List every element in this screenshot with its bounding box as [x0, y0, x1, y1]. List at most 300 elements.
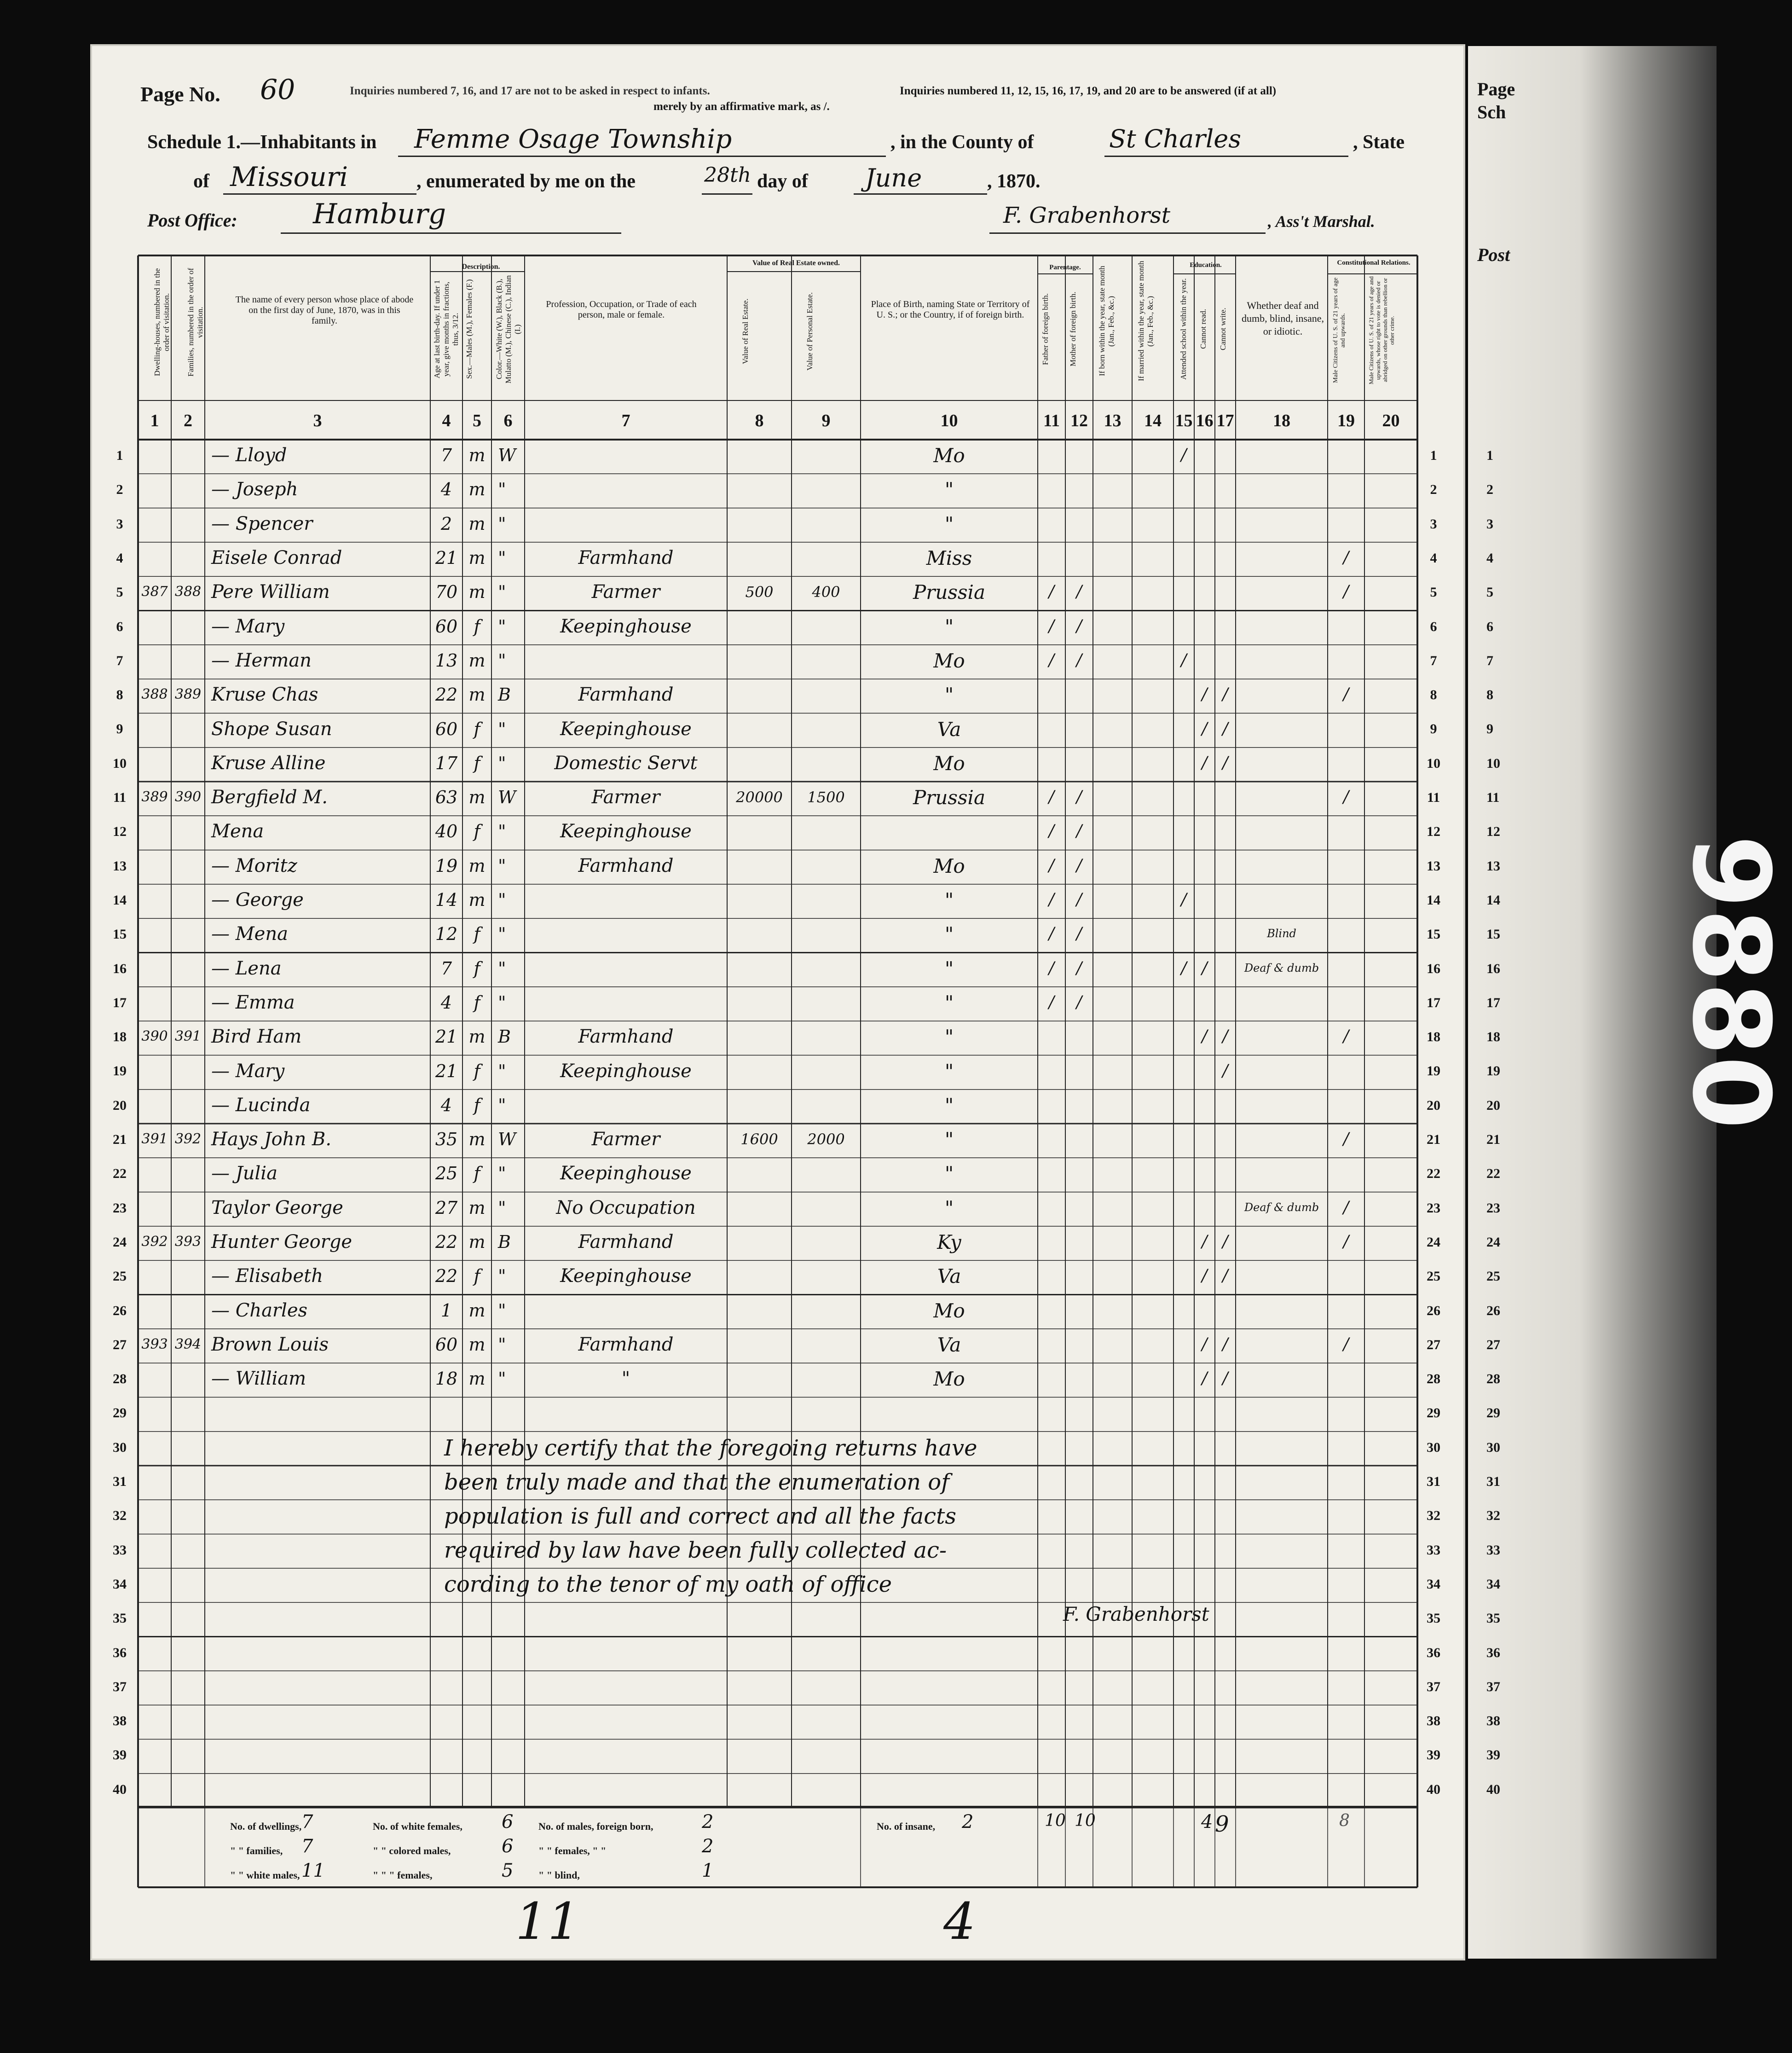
next-page-row-number: 18 — [1486, 1029, 1500, 1045]
cell-fam: 392 — [174, 1131, 202, 1148]
column-number: 6 — [503, 411, 513, 430]
cell-name: Mena — [211, 821, 264, 842]
next-page-row-number: 37 — [1486, 1679, 1500, 1694]
cell-color: B — [498, 1232, 511, 1253]
cell-birth: " — [944, 1196, 954, 1219]
blind-value: 1 — [702, 1860, 714, 1881]
cell-occ: Keepinghouse — [560, 718, 692, 740]
col2-header: Families, numbered in the order of visitation. — [186, 267, 204, 377]
cell-cond: Deaf & dumb — [1244, 1200, 1319, 1214]
cell-color: " — [498, 1163, 506, 1184]
cell-name: Kruse Alline — [211, 752, 326, 774]
cell-age: 4 — [440, 1095, 452, 1115]
column-number: 5 — [473, 411, 481, 430]
white-males-value: 11 — [301, 1860, 325, 1881]
col5-header: Sex.—Males (M.), Females (F.) — [465, 279, 474, 379]
column-number: 7 — [621, 411, 630, 430]
col9-header: Value of Personal Estate. — [805, 292, 814, 371]
cell-color: " — [498, 1369, 506, 1389]
cell-m: / — [1076, 650, 1082, 670]
cell-birth: Mo — [933, 444, 965, 467]
cell-sex: m — [468, 1129, 486, 1150]
cell-birth: " — [944, 991, 954, 1014]
cell-color: W — [498, 1129, 516, 1150]
cell-pers: 400 — [812, 583, 840, 601]
cell-birth: Miss — [926, 547, 972, 570]
row-number-right: 1 — [1430, 448, 1437, 463]
row-number-left: 15 — [113, 927, 127, 942]
cell-f: / — [1048, 822, 1055, 841]
column-number: 15 — [1175, 411, 1193, 430]
row-number-right: 6 — [1430, 619, 1437, 634]
cell-color: B — [498, 1026, 511, 1047]
col11-header: Father of foreign birth. — [1041, 293, 1050, 365]
next-page-row-number: 22 — [1486, 1166, 1500, 1182]
cell-dw: 388 — [141, 686, 168, 703]
row-number-right: 24 — [1427, 1234, 1440, 1250]
cell-dw: 391 — [141, 1131, 168, 1148]
cell-dw: 393 — [141, 1336, 168, 1352]
cell-fam: 388 — [174, 584, 202, 600]
column-number: 8 — [755, 411, 764, 430]
cell-birth: " — [944, 1094, 954, 1117]
row-number-right: 22 — [1427, 1166, 1440, 1182]
cell-name: — Lucinda — [211, 1094, 311, 1116]
cell-color: W — [498, 445, 516, 466]
row-number-left: 9 — [116, 721, 123, 737]
cell-write: / — [1222, 685, 1228, 704]
row-number-left: 34 — [113, 1576, 127, 1592]
cell-occ: Keepinghouse — [560, 615, 692, 637]
cell-cit: / — [1343, 1027, 1349, 1046]
cell-name: Shope Susan — [211, 718, 332, 740]
row-number-right: 8 — [1430, 687, 1437, 703]
county-value: St Charles — [1109, 124, 1241, 153]
cell-name: Hays John B. — [211, 1129, 332, 1150]
column-number: 17 — [1216, 411, 1234, 430]
cell-name: Bergfield M. — [211, 787, 328, 808]
cell-dw: 392 — [141, 1234, 168, 1250]
row-number-left: 20 — [113, 1097, 127, 1113]
cell-school: / — [1181, 890, 1187, 910]
cell-sex: m — [468, 855, 486, 876]
next-page-row-number: 14 — [1486, 892, 1500, 908]
cell-age: 35 — [435, 1129, 458, 1150]
row-number-right: 33 — [1427, 1542, 1440, 1558]
row-number-right: 9 — [1430, 721, 1437, 737]
cell-occ: No Occupation — [556, 1197, 696, 1218]
row-number-right: 28 — [1427, 1371, 1440, 1387]
cell-dw: 389 — [141, 789, 168, 806]
cell-f: / — [1048, 890, 1055, 910]
row-number-right: 2 — [1430, 482, 1437, 498]
next-page-post: Post — [1477, 244, 1510, 265]
row-number-left: 17 — [113, 995, 127, 1010]
cell-age: 14 — [435, 890, 458, 911]
row-number-left: 22 — [113, 1166, 127, 1182]
cell-age: 22 — [435, 684, 458, 705]
next-page-row-number: 15 — [1486, 927, 1500, 942]
cell-occ: Farmer — [591, 1129, 660, 1150]
cell-dw: 390 — [141, 1028, 168, 1045]
row-number-left: 2 — [116, 482, 123, 498]
colored-males-label: " " colored males, — [373, 1845, 451, 1856]
cell-name: — Emma — [211, 992, 295, 1013]
cell-sex: m — [468, 684, 486, 705]
cell-occ: Farmer — [591, 581, 660, 603]
col16-header: Cannot read. — [1199, 309, 1208, 349]
row-number-left: 12 — [113, 824, 127, 840]
next-page-row-number: 17 — [1486, 995, 1500, 1010]
next-page-row-number: 7 — [1486, 653, 1493, 668]
next-page-row-number: 4 — [1486, 550, 1493, 566]
column-number: 16 — [1196, 411, 1214, 430]
cell-age: 60 — [435, 1334, 458, 1355]
cell-sex: m — [468, 479, 486, 500]
cell-read: / — [1202, 1334, 1208, 1354]
cell-name: — Joseph — [211, 479, 298, 500]
cell-real: 500 — [745, 583, 774, 601]
cell-f: / — [1048, 992, 1055, 1012]
next-page-row-number: 39 — [1486, 1747, 1500, 1763]
row-number-left: 28 — [113, 1371, 127, 1387]
cell-birth: Prussia — [913, 786, 985, 809]
county-label: , in the County of — [890, 132, 1034, 153]
row-number-left: 31 — [113, 1474, 127, 1489]
row-number-right: 7 — [1430, 653, 1437, 668]
next-page-row-number: 24 — [1486, 1234, 1500, 1250]
next-page-row-number: 3 — [1486, 516, 1493, 532]
certification-line-4: required by law have been fully collected ac- — [444, 1537, 947, 1563]
row-number-left: 3 — [116, 516, 123, 532]
cell-color: " — [498, 753, 506, 773]
cell-occ: Farmhand — [578, 855, 674, 876]
cell-m: / — [1076, 856, 1082, 875]
next-page-row-number: 10 — [1486, 755, 1500, 771]
col13-header: If born within the year, state month (Jan., Feb., &c.) — [1098, 266, 1116, 377]
cell-sex: m — [468, 582, 486, 603]
cell-school: / — [1181, 650, 1187, 670]
white-females-label: No. of white females, — [373, 1821, 462, 1832]
cell-color: " — [498, 924, 506, 945]
row-number-left: 11 — [113, 790, 127, 805]
cell-f: / — [1048, 616, 1055, 636]
schedule-label: Schedule 1.—Inhabitants in — [147, 132, 377, 153]
cell-color: " — [498, 1266, 506, 1287]
cell-f: / — [1048, 924, 1055, 944]
column-number: 20 — [1382, 411, 1400, 430]
cell-occ: " — [621, 1368, 630, 1390]
certification-line-2: been truly made and that the enumeration of — [444, 1469, 949, 1495]
cell-occ: Domestic Servt — [554, 752, 698, 774]
cell-m: / — [1076, 958, 1082, 978]
row-number-left: 1 — [116, 448, 123, 463]
cell-name: — Spencer — [211, 513, 313, 534]
cell-birth: Va — [937, 1265, 961, 1288]
col14-header: If married within the year, state month (Jan., Feb., &c.) — [1137, 261, 1155, 382]
row-number-right: 17 — [1427, 995, 1440, 1010]
cell-name: — Elisabeth — [211, 1265, 323, 1287]
cell-birth: " — [944, 615, 954, 638]
row-number-left: 39 — [113, 1747, 127, 1763]
cell-occ: Farmer — [591, 787, 660, 808]
row-number-left: 23 — [113, 1200, 127, 1216]
next-page-row-number: 28 — [1486, 1371, 1500, 1387]
cell-sex: f — [474, 992, 480, 1013]
row-number-left: 4 — [116, 550, 123, 566]
cell-sex: m — [468, 513, 486, 534]
col4-header: Age at last birth-day. If under 1 year, give months in fractions, thus, 3/12. — [433, 280, 460, 378]
row-number-left: 36 — [113, 1645, 127, 1660]
cell-cit: / — [1343, 548, 1349, 568]
cell-age: 22 — [435, 1266, 458, 1287]
cell-real: 1600 — [740, 1131, 778, 1148]
cell-fam: 394 — [174, 1336, 202, 1352]
row-number-right: 30 — [1427, 1439, 1440, 1455]
cell-read: / — [1202, 958, 1208, 978]
constitutional-header: Constitutional Relations. — [1337, 259, 1410, 267]
row-number-left: 10 — [113, 755, 127, 771]
next-page-label: Page — [1477, 79, 1515, 99]
col20-header: Male Citizens of U. S. of 21 years of age and upwards, whose right to vote is denied or abridged on other grounds than rebellion or other crime. — [1368, 276, 1395, 384]
cell-name: Bird Ham — [211, 1026, 302, 1048]
column-number: 18 — [1273, 411, 1290, 430]
month-value: June — [865, 163, 922, 192]
marshal-name: F. Grabenhorst — [1003, 203, 1170, 228]
blind-label: " " blind, — [538, 1869, 580, 1881]
col17-header: Cannot write. — [1219, 307, 1227, 351]
cell-write: / — [1222, 753, 1228, 772]
next-page-row-number: 29 — [1486, 1405, 1500, 1421]
cell-color: " — [498, 1095, 506, 1115]
next-page-row-number: 34 — [1486, 1576, 1500, 1592]
cell-birth: " — [944, 889, 954, 912]
next-page-row-number: 12 — [1486, 824, 1500, 840]
cell-read: / — [1202, 753, 1208, 772]
row-number-right: 31 — [1427, 1474, 1440, 1489]
column-number: 3 — [313, 411, 322, 430]
row-number-right: 15 — [1427, 927, 1440, 942]
cell-name: — Moritz — [211, 855, 297, 876]
marshal-label: , Ass't Marshal. — [1268, 212, 1375, 231]
cell-name: — Mena — [211, 923, 288, 945]
column-number: 1 — [150, 411, 159, 430]
col8-header: Value of Real Estate. — [741, 298, 750, 365]
row-number-left: 13 — [113, 858, 127, 874]
cell-color: " — [498, 719, 506, 739]
col6-header: Color.—White (W.), Black (B.), Mulatto (M.), Chinese (C.), Indian (I.) — [495, 275, 522, 383]
cell-name: Taylor George — [211, 1197, 343, 1218]
row-number-right: 10 — [1427, 755, 1440, 771]
cell-name: Kruse Chas — [211, 684, 318, 706]
row-number-left: 40 — [113, 1781, 127, 1797]
row-number-left: 21 — [113, 1132, 127, 1147]
row-number-right: 34 — [1427, 1576, 1440, 1592]
cell-age: 18 — [435, 1369, 458, 1389]
cell-birth: " — [944, 1026, 954, 1049]
cell-name: Eisele Conrad — [211, 547, 342, 569]
row-number-right: 27 — [1427, 1337, 1440, 1352]
insane-label: No. of insane, — [877, 1821, 936, 1832]
cell-color: " — [498, 548, 506, 568]
row-number-left: 7 — [116, 653, 123, 668]
cell-age: 2 — [440, 513, 452, 534]
col10-header: Place of Birth, naming State or Territory of U. S.; or the Country, if of foreign birth. — [871, 299, 1030, 320]
row-number-left: 24 — [113, 1234, 127, 1250]
row-number-left: 19 — [113, 1063, 127, 1079]
cell-m: / — [1076, 822, 1082, 841]
row-number-left: 32 — [113, 1508, 127, 1524]
cell-birth: " — [944, 1162, 954, 1185]
cell-name: — Mary — [211, 1060, 285, 1082]
cell-color: " — [498, 582, 506, 603]
cell-cit: / — [1343, 685, 1349, 704]
cell-birth: " — [944, 957, 954, 980]
next-page-row-number: 26 — [1486, 1303, 1500, 1318]
cell-age: 40 — [435, 821, 458, 842]
cell-name: — George — [211, 889, 304, 911]
cell-color: " — [498, 616, 506, 637]
col16-total: 4 — [1201, 1811, 1213, 1833]
cell-age: 17 — [435, 753, 458, 773]
cell-sex: m — [468, 1369, 486, 1389]
cell-cit: / — [1343, 1198, 1349, 1217]
page-label: Page No. — [140, 82, 220, 106]
column-number: 2 — [184, 411, 192, 430]
foreign-males-label: No. of males, foreign born, — [538, 1821, 653, 1832]
row-number-left: 26 — [113, 1303, 127, 1318]
cell-birth: Va — [937, 1333, 961, 1356]
cell-age: 21 — [435, 548, 458, 568]
cell-f: / — [1048, 788, 1055, 807]
cell-sex: f — [474, 719, 480, 739]
cell-age: 21 — [435, 1026, 458, 1047]
col19-total: 8 — [1339, 1811, 1350, 1830]
cell-color: " — [498, 1300, 506, 1321]
parentage-header: Parentage. — [1049, 264, 1081, 271]
day-of-label: day of — [757, 171, 808, 192]
cell-m: / — [1076, 616, 1082, 636]
cell-real: 20000 — [736, 789, 783, 806]
cell-birth: " — [944, 1128, 954, 1151]
column-number: 12 — [1070, 411, 1088, 430]
next-page-row-number: 36 — [1486, 1645, 1500, 1660]
certification-signature: F. Grabenhorst — [1063, 1603, 1209, 1625]
dwellings-value: 7 — [301, 1811, 313, 1833]
post-office-value: Hamburg — [313, 198, 446, 230]
enumerated-label: , enumerated by me on the — [416, 171, 636, 192]
cell-m: / — [1076, 788, 1082, 807]
cell-age: 25 — [435, 1163, 458, 1184]
cell-sex: f — [474, 924, 480, 945]
row-number-left: 38 — [113, 1713, 127, 1729]
cell-fam: 390 — [174, 789, 202, 806]
value-group-header: Value of Real Estate owned. — [752, 259, 840, 267]
certification-line-3: population is full and correct and all the facts — [444, 1503, 956, 1529]
cell-f: / — [1048, 650, 1055, 670]
row-number-right: 37 — [1427, 1679, 1440, 1694]
cell-birth: Mo — [933, 854, 965, 877]
foreign-females-value: 2 — [702, 1836, 714, 1857]
cell-fam: 391 — [174, 1028, 202, 1045]
certification-line-1: I hereby certify that the foregoing returns have — [444, 1435, 977, 1461]
cell-cit: / — [1343, 788, 1349, 807]
next-page-row-number: 38 — [1486, 1713, 1500, 1729]
cell-age: 4 — [440, 992, 452, 1013]
cell-color: " — [498, 855, 506, 876]
cell-color: " — [498, 650, 506, 671]
row-number-left: 6 — [116, 619, 123, 634]
cell-birth: Mo — [933, 649, 965, 672]
next-page-row-number: 20 — [1486, 1097, 1500, 1113]
next-page-schedule: Sch — [1477, 102, 1506, 122]
cell-occ: Keepinghouse — [560, 1060, 692, 1082]
cell-age: 1 — [440, 1300, 452, 1321]
cell-sex: f — [474, 1163, 480, 1184]
col1-header: Dwelling-houses, numbered in the order of visitation. — [153, 268, 171, 377]
cell-read: / — [1202, 1027, 1208, 1046]
cell-color: " — [498, 958, 506, 979]
next-page-row-number: 32 — [1486, 1508, 1500, 1524]
cell-sex: f — [474, 821, 480, 842]
state-value: Missouri — [230, 161, 348, 192]
cell-f: / — [1048, 958, 1055, 978]
row-number-right: 20 — [1427, 1097, 1440, 1113]
families-label: " " families, — [230, 1845, 283, 1856]
row-number-right: 25 — [1427, 1269, 1440, 1284]
row-number-right: 38 — [1427, 1713, 1440, 1729]
cell-sex: m — [468, 650, 486, 671]
cell-name: — Mary — [211, 615, 285, 637]
cell-sex: m — [468, 1334, 486, 1355]
state-label: , State — [1353, 132, 1405, 153]
cell-color: " — [498, 1334, 506, 1355]
next-page-row-number: 5 — [1486, 585, 1493, 600]
cell-age: 13 — [435, 650, 458, 671]
cell-birth: " — [944, 684, 954, 707]
cell-write: / — [1222, 1232, 1228, 1252]
cell-age: 7 — [440, 445, 452, 466]
next-page-row-number: 19 — [1486, 1063, 1500, 1079]
cell-color: " — [498, 992, 506, 1013]
cell-age: 22 — [435, 1232, 458, 1253]
row-number-left: 35 — [113, 1611, 127, 1626]
col3-header: The name of every person whose place of abode on the first day of June, 1870, was in this family. — [235, 295, 414, 326]
cell-write: / — [1222, 1266, 1228, 1286]
cell-f: / — [1048, 582, 1055, 602]
cell-age: 60 — [435, 719, 458, 739]
cell-sex: f — [474, 1061, 480, 1081]
cell-m: / — [1076, 992, 1082, 1012]
next-page-row-number: 30 — [1486, 1439, 1500, 1455]
cell-age: 70 — [435, 582, 458, 603]
next-page-row-number: 27 — [1486, 1337, 1500, 1352]
row-number-right: 18 — [1427, 1029, 1440, 1045]
cell-name: — Herman — [211, 650, 312, 671]
cell-sex: f — [474, 616, 480, 637]
insane-value: 2 — [962, 1811, 974, 1833]
cell-name: Hunter George — [211, 1231, 353, 1253]
cell-sex: f — [474, 753, 480, 773]
township-value: Femme Osage Township — [414, 124, 732, 154]
cell-school: / — [1181, 958, 1187, 978]
row-number-right: 19 — [1427, 1063, 1440, 1079]
education-header: Education. — [1190, 261, 1222, 269]
row-number-right: 36 — [1427, 1645, 1440, 1660]
bottom-mark-left: 11 — [515, 1892, 580, 1951]
cell-sex: m — [468, 548, 486, 568]
cell-occ: Keepinghouse — [560, 1163, 692, 1184]
